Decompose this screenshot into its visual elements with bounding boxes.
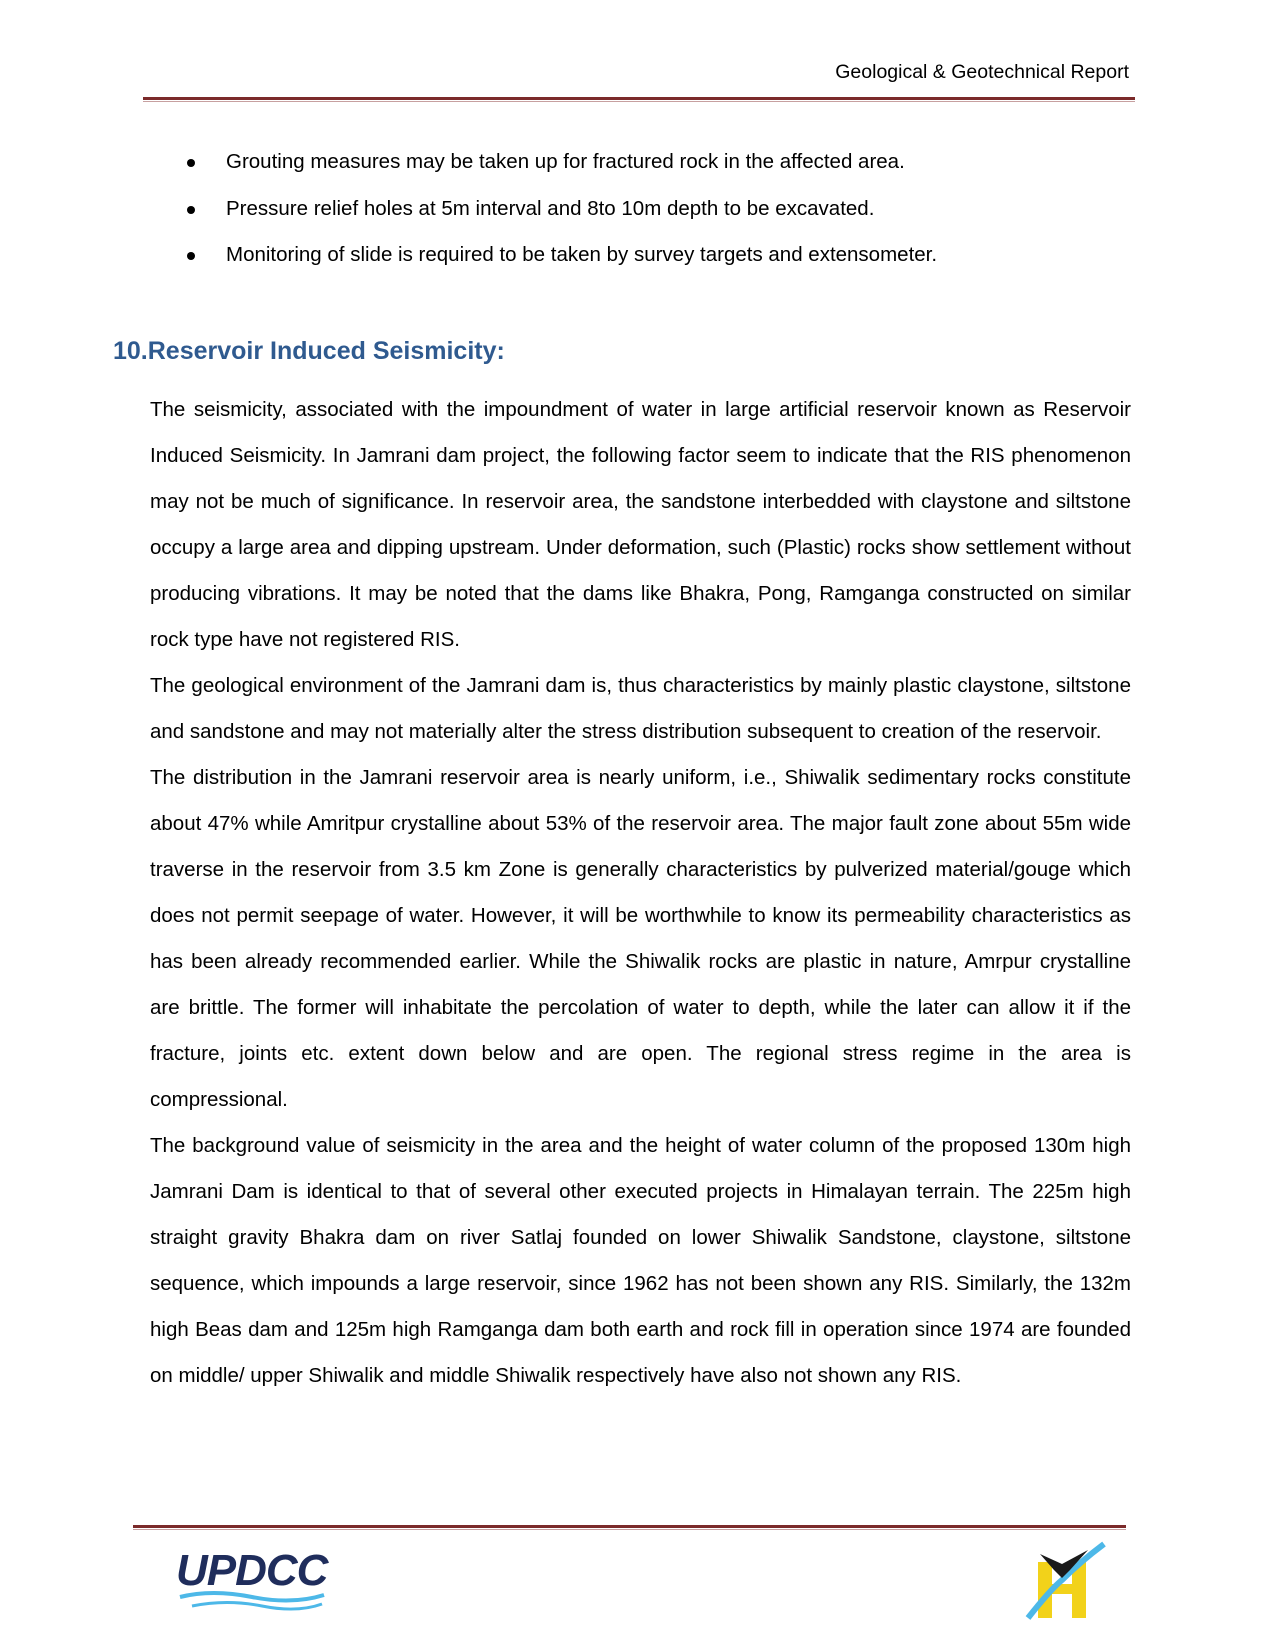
emblem-logo — [1020, 1540, 1110, 1620]
section-body — [150, 387, 1131, 1399]
paragraph: The distribution in the Jamrani reservoir area is nearly uniform, i.e., Shiwalik sedimentary rocks constitute about 47% while Amritpur crystalline about 53% of the reservoir area. The major fault zone about 55m wide traverse in the reservoir from 3.5 km Zone is generally characteristics by pulverized material/gouge which does not permit seepage of water. However, it will be worthwhile to know its permeability characteristics as has been already recommended earlier. While the Shiwalik rocks are plastic in nature, Amrpur crystalline are brittle. The former will inhabitate the percolation of water to depth, while the later can allow it if the fracture, joints etc. extent down below and are open. The regional stress regime in the area is compressional. — [150, 766, 1131, 1111]
list-item-text: Monitoring of slide is required to be taken by survey targets and extensometer. — [226, 243, 938, 266]
paragraph: The geological environment of the Jamrani dam is, thus characteristics by mainly plastic claystone, siltstone and sandstone and may not materially alter the stress distribution subsequent to creation of the reservoir. — [150, 674, 1131, 743]
list-item — [185, 243, 1105, 267]
footer-rule — [133, 1525, 1126, 1528]
list-item-text: Pressure relief holes at 5m interval and 8to 10m depth to be excavated. — [226, 196, 875, 220]
header-rule — [143, 97, 1135, 100]
header-rule-thin — [143, 101, 1135, 102]
list-item-text: Grouting measures may be taken up for fractured rock in the affected area. — [226, 150, 905, 173]
running-header: Geological & Geotechnical Report — [835, 61, 1129, 83]
bullet-icon — [187, 252, 195, 260]
updcc-logo — [172, 1543, 332, 1615]
bullet-list — [185, 150, 1105, 290]
updcc-logo-text: UPDCC — [176, 1546, 328, 1595]
bullet-icon — [187, 206, 195, 214]
paragraph: The seismicity, associated with the impoundment of water in large artificial reservoir known as Reservoir Induced Seismicity. In Jamrani dam project, the following factor seem to indicate that the RIS phenomenon may not be much of significance. In reservoir area, the sandstone interbedded with claystone and siltstone occupy a large area and dipping upstream. Under deformation, such (Plastic) rocks show settlement without producing vibrations. It may be noted that the dams like Bhakra, Pong, Ramganga constructed on similar rock type have not registered RIS. — [150, 398, 1131, 651]
list-item — [185, 150, 1105, 174]
section-heading: 10.Reservoir Induced Seismicity: — [113, 337, 505, 365]
footer-rule-thin — [133, 1529, 1126, 1530]
paragraph: The background value of seismicity in the area and the height of water column of the proposed 130m high Jamrani Dam is identical to that of several other executed projects in Himalayan terrain. The 225m high straight gravity Bhakra dam on river Satlaj founded on lower Shiwalik Sandstone, claystone, siltstone sequence, which impounds a large reservoir, since 1962 has not been shown any RIS. Similarly, the 132m high Beas dam and 125m high Ramganga dam both earth and rock fill in operation since 1974 are founded on middle/ upper Shiwalik and middle Shiwalik respectively have also not shown any RIS. — [150, 1134, 1131, 1387]
list-item — [185, 197, 1105, 221]
bullet-icon — [187, 159, 195, 167]
